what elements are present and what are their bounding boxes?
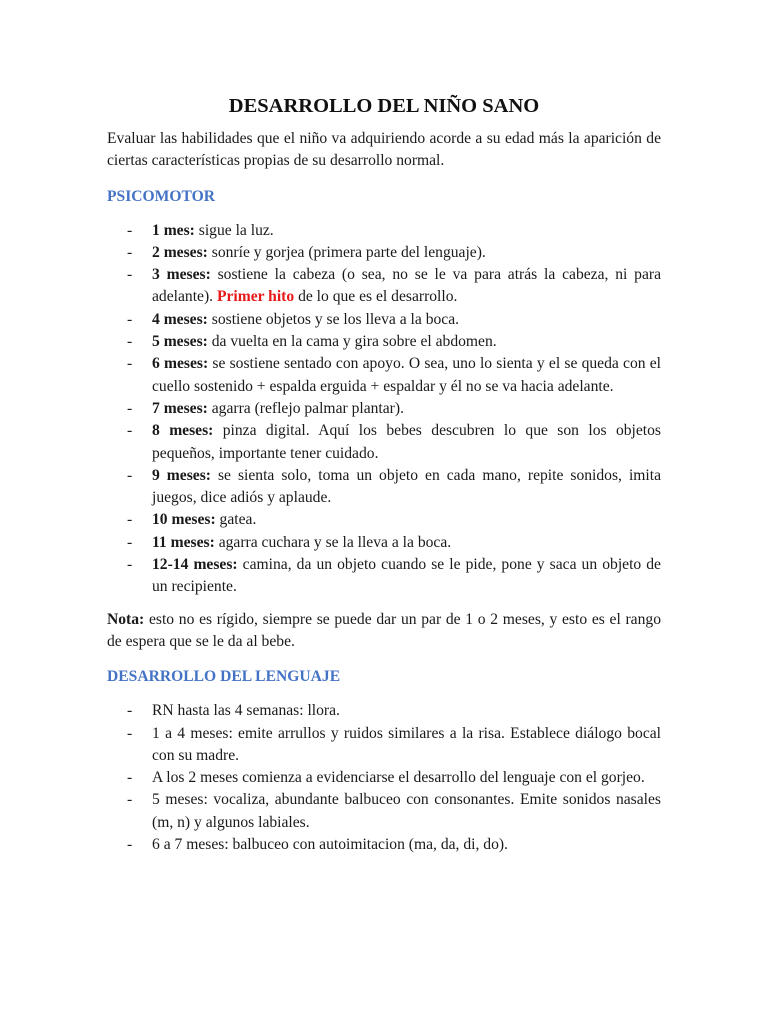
note-paragraph <box>107 609 661 654</box>
psicomotor-list <box>107 220 661 599</box>
list-dash: - <box>127 466 133 484</box>
list-item <box>107 465 661 510</box>
list-item <box>107 554 661 599</box>
milestone-age: 12-14 meses: <box>152 556 238 574</box>
list-item <box>107 220 661 242</box>
milestone-age: 9 meses: <box>152 466 211 484</box>
highlight-text: Primer hito <box>216 288 295 306</box>
milestone-text: agarra (reflejo palmar plantar). <box>207 399 404 417</box>
list-dash: - <box>127 836 133 854</box>
milestone-age: 7 meses: <box>152 399 208 417</box>
list-item <box>107 398 661 420</box>
list-item <box>107 767 661 789</box>
milestone-text: gatea. <box>215 511 257 529</box>
milestone-age: 4 meses: <box>152 310 208 328</box>
list-item <box>107 834 661 856</box>
milestone-age: 2 meses: <box>152 243 208 261</box>
milestone-age: 10 meses: <box>152 511 216 529</box>
list-dash: - <box>127 266 133 284</box>
list-item <box>107 700 661 722</box>
list-item-text: A los 2 meses comienza a evidenciarse el desarrollo del lenguaje con el gorjeo. <box>152 769 645 787</box>
milestone-text-after: de lo que es el desarrollo. <box>294 288 458 306</box>
list-item <box>107 420 661 465</box>
list-dash: - <box>127 702 133 720</box>
list-item <box>107 723 661 768</box>
list-dash: - <box>127 769 133 787</box>
note-label: Nota: <box>107 610 145 628</box>
milestone-age: 6 meses: <box>152 355 209 373</box>
milestone-age: 11 meses: <box>152 533 215 551</box>
list-dash: - <box>127 791 133 809</box>
list-item-text: 5 meses: vocaliza, abundante balbuceo con consonantes. Emite sonidos nasales (m, n) y algunos labiales. <box>152 791 661 831</box>
list-item-text: RN hasta las 4 semanas: llora. <box>152 702 340 720</box>
milestone-text: se sienta solo, toma un objeto en cada mano, repite sonidos, imita juegos, dice adiós y aplaude. <box>152 466 661 507</box>
milestone-text: sostiene objetos y se los lleva a la boca. <box>207 310 460 328</box>
note-text: esto no es rígido, siempre se puede dar un par de 1 o 2 meses, y esto es el rango de espera que se le da al bebe. <box>107 610 661 650</box>
list-item <box>107 532 661 554</box>
list-item <box>107 331 661 353</box>
milestone-text: da vuelta en la cama y gira sobre el abdomen. <box>207 333 497 351</box>
section-heading-lenguaje: DESARROLLO DEL LENGUAJE <box>107 668 341 686</box>
list-item-text: 1 a 4 meses: emite arrullos y ruidos similares a la risa. Establece diálogo bocal con su madre. <box>152 724 661 764</box>
milestone-age: 5 meses: <box>152 333 208 351</box>
milestone-text: agarra cuchara y se la lleva a la boca. <box>214 533 452 551</box>
milestone-text: pinza digital. Aquí los bebes descubren lo que son los objetos pequeños, importante tener cuidado. <box>152 422 662 462</box>
list-dash: - <box>127 243 133 261</box>
list-dash: - <box>127 556 133 574</box>
milestone-text: se sostiene sentado con apoyo. O sea, uno lo sienta y el se queda con el cuello sostenido + espalda erguida + espaldar y él no se va hacia adelante. <box>152 355 662 395</box>
list-dash: - <box>127 221 133 239</box>
intro-paragraph: Evaluar las habilidades que el niño va adquiriendo acorde a su edad más la aparición de ciertas características propias de su desarrollo normal. <box>107 130 661 170</box>
list-dash: - <box>127 333 133 351</box>
list-dash: - <box>127 511 133 529</box>
list-dash: - <box>127 422 133 440</box>
document-title: DESARROLLO DEL NIÑO SANO <box>228 95 540 117</box>
list-dash: - <box>127 399 133 417</box>
lenguaje-list <box>107 700 661 856</box>
milestone-age: 3 meses: <box>152 266 211 284</box>
milestone-age: 1 mes: <box>152 221 195 239</box>
section-heading-psicomotor: PSICOMOTOR <box>107 187 216 205</box>
list-dash: - <box>127 310 133 328</box>
list-item-text: 6 a 7 meses: balbuceo con autoimitacion (ma, da, di, do). <box>152 836 508 854</box>
list-item <box>107 264 661 309</box>
milestone-text: sigue la luz. <box>194 221 274 239</box>
list-item <box>107 789 661 834</box>
milestone-text: sostiene la cabeza (o sea, no se le va para atrás la cabeza, ni para adelante). <box>152 266 662 306</box>
milestone-text: sonríe y gorjea (primera parte del lenguaje). <box>207 243 486 261</box>
document-page <box>107 92 661 856</box>
list-item <box>107 242 661 264</box>
list-item <box>107 509 661 531</box>
list-dash: - <box>127 533 133 551</box>
list-item <box>107 309 661 331</box>
list-dash: - <box>127 355 133 373</box>
milestone-age: 8 meses: <box>152 422 214 440</box>
list-dash: - <box>127 724 133 742</box>
milestone-text: camina, da un objeto cuando se le pide, pone y saca un objeto de un recipiente. <box>152 556 661 596</box>
list-item <box>107 353 661 398</box>
